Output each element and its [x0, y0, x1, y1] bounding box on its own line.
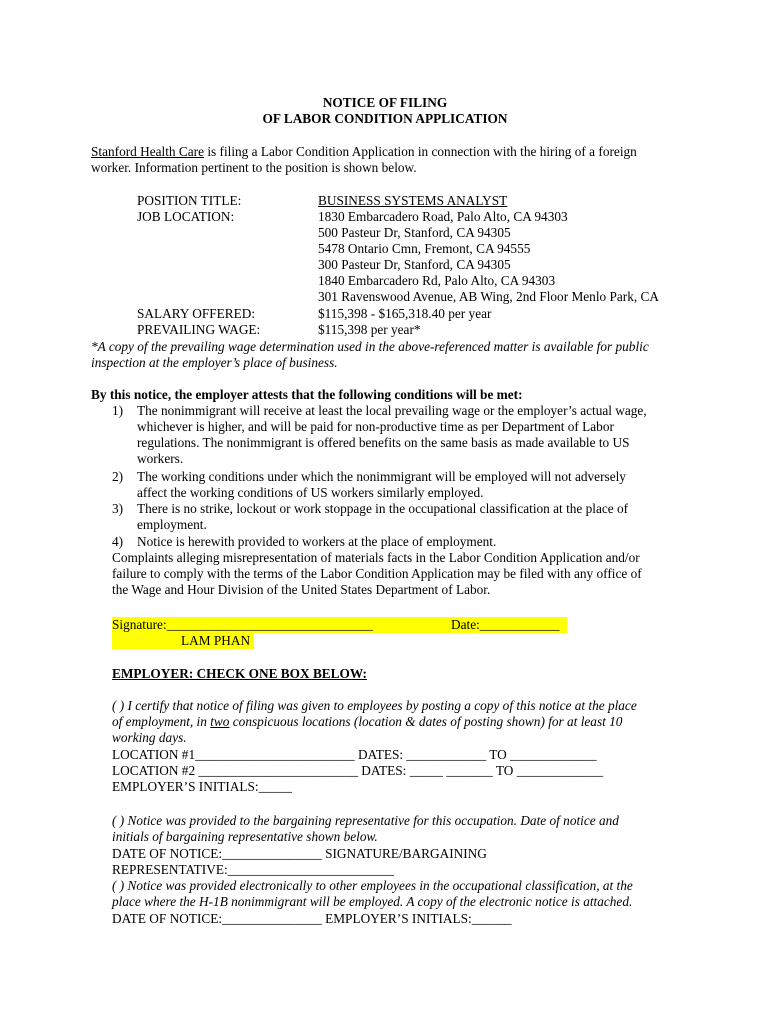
attest-heading: By this notice, the employer attests that the following conditions will be met:: [91, 387, 523, 402]
signer-name: LAM PHAN: [112, 633, 254, 649]
item-1-line-3: regulations. The nonimmigrant is offered benefits on the same basis as made available to US: [137, 435, 630, 450]
item-3-line-1: There is no strike, lockout or work stoppage in the occupational classification at the place of: [137, 501, 629, 516]
title-line-1: NOTICE OF FILING: [322, 95, 448, 110]
date-field[interactable]: Date:____________: [451, 617, 560, 632]
job-location-3: 5478 Ontario Cmn, Fremont, CA 94555: [318, 241, 531, 256]
option-3-line-2: place where the H-1B nonimmigrant will be employed. A copy of the electronic notice is attached.: [112, 894, 633, 909]
employer-initials-field[interactable]: EMPLOYER’S INITIALS:_____: [112, 779, 292, 794]
option-2-checkbox-line[interactable]: ( ) Notice was provided to the bargaining representative for this occupation. Date of notice and: [112, 813, 619, 828]
item-4-line-1: Notice is herewith provided to workers at the place of employment.: [137, 534, 497, 549]
option-2-representative-field[interactable]: REPRESENTATIVE:_________________________: [112, 862, 394, 877]
option-1-checkbox-line[interactable]: ( ) I certify that notice of filing was given to employees by posting a copy of this notice at the place: [112, 698, 637, 713]
job-location-2: 500 Pasteur Dr, Stanford, CA 94305: [318, 225, 511, 240]
item-3-number: 3): [112, 501, 124, 516]
item-1-line-2: whichever is higher, and will be paid for non-productive time as per Department of Labor: [137, 419, 614, 434]
option-2-date-field[interactable]: DATE OF NOTICE:_______________ SIGNATURE/BARGAINING: [112, 846, 487, 861]
complaints-line-2: failure to comply with the terms of the Labor Condition Application may be filed with any office of: [112, 566, 642, 581]
signature-row: [112, 617, 567, 633]
job-location-4: 300 Pasteur Dr, Stanford, CA 94305: [318, 257, 511, 272]
intro-line-1-rest: is filing a Labor Condition Application in connection with the hiring of a foreign: [204, 144, 637, 159]
option-1-line-3: working days.: [112, 730, 187, 745]
complaints-line-3: the Wage and Hour Division of the United States Department of Labor.: [112, 582, 491, 597]
item-2-line-1: The working conditions under which the nonimmigrant will be employed will not adversely: [137, 469, 626, 484]
title-line-2: OF LABOR CONDITION APPLICATION: [262, 111, 508, 126]
complaints-line-1: Complaints alleging misrepresentation of materials facts in the Labor Condition Application and/or: [112, 550, 640, 565]
footnote-line-2: inspection at the employer’s place of business.: [91, 355, 338, 370]
job-location-6: 301 Ravenswood Avenue, AB Wing, 2nd Floor Menlo Park, CA: [318, 289, 659, 304]
position-title-value: BUSINESS SYSTEMS ANALYST: [318, 193, 508, 208]
item-2-number: 2): [112, 469, 124, 484]
item-4-number: 4): [112, 534, 124, 549]
intro-line-1: [91, 144, 637, 160]
location-1-field[interactable]: LOCATION #1________________________ DATES: ____________ TO _____________: [112, 747, 597, 762]
salary-label: SALARY OFFERED:: [137, 306, 256, 321]
prevailing-wage-value: $115,398 per year*: [318, 322, 421, 337]
option-3-checkbox-line[interactable]: ( ) Notice was provided electronically to other employees in the occupational classification, at the: [112, 878, 633, 893]
item-1-number: 1): [112, 403, 124, 418]
item-2-line-2: affect the working conditions of US workers similarly employed.: [137, 485, 484, 500]
job-location-5: 1840 Embarcadero Rd, Palo Alto, CA 94303: [318, 273, 556, 288]
salary-value: $115,398 - $165,318.40 per year: [318, 306, 492, 321]
location-2-field[interactable]: LOCATION #2 ________________________ DATES: _____ _______ TO _____________: [112, 763, 604, 778]
signature-field[interactable]: Signature:_______________________________: [112, 617, 373, 632]
item-3-line-2: employment.: [137, 517, 207, 532]
option-1-line-2: of employment, in two conspicuous locations (location & dates of posting shown) for at least 10: [112, 714, 623, 729]
option-2-line-2: initials of bargaining representative shown below.: [112, 829, 378, 844]
prevailing-wage-label: PREVAILING WAGE:: [137, 322, 261, 337]
job-location-label: JOB LOCATION:: [137, 209, 235, 224]
option-3-date-field[interactable]: DATE OF NOTICE:_______________ EMPLOYER’S INITIALS:______: [112, 911, 512, 926]
employer-check-heading: EMPLOYER: CHECK ONE BOX BELOW:: [112, 666, 367, 681]
employer-name: Stanford Health Care: [91, 144, 204, 159]
footnote-line-1: *A copy of the prevailing wage determination used in the above-referenced matter is available for public: [91, 339, 649, 354]
job-location-1: 1830 Embarcadero Road, Palo Alto, CA 94303: [318, 209, 568, 224]
item-1-line-1: The nonimmigrant will receive at least the local prevailing wage or the employer’s actual wage,: [137, 403, 647, 418]
intro-line-2: worker. Information pertinent to the position is shown below.: [91, 160, 417, 175]
position-title-label: POSITION TITLE:: [137, 193, 242, 208]
item-1-line-4: workers.: [137, 451, 184, 466]
